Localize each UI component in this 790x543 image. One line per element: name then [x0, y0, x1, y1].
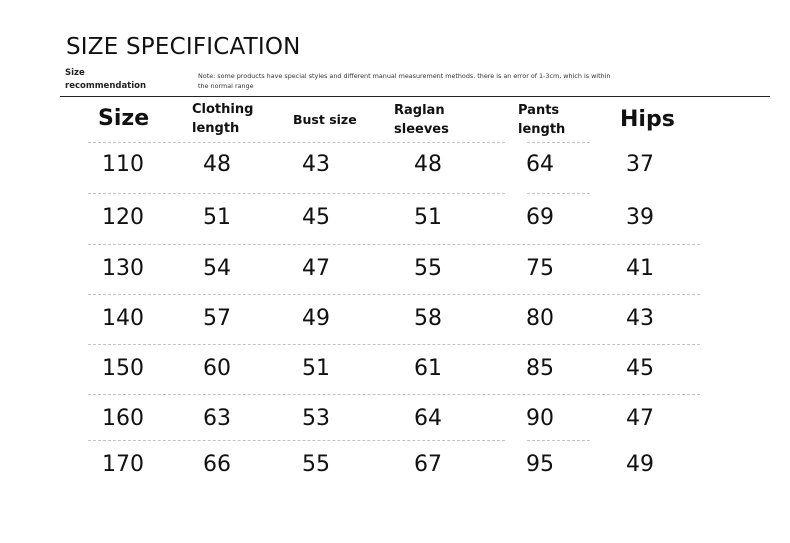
header-raglan-sleeves: Raglan sleeves — [394, 103, 449, 137]
cell-raglan-sleeves: 48 — [414, 152, 442, 177]
cell-pants-length: 69 — [526, 205, 554, 230]
header-clothing-length: Clothing length — [192, 102, 254, 136]
cell-bust-size: 53 — [302, 406, 330, 431]
page-title: SIZE SPECIFICATION — [66, 34, 301, 60]
row-divider — [527, 142, 590, 143]
cell-raglan-sleeves: 67 — [414, 452, 442, 477]
row-divider — [88, 344, 700, 345]
cell-pants-length: 90 — [526, 406, 554, 431]
row-divider — [527, 193, 590, 194]
cell-raglan-sleeves: 64 — [414, 406, 442, 431]
row-divider — [88, 244, 700, 245]
cell-size: 150 — [102, 356, 144, 381]
cell-pants-length: 75 — [526, 256, 554, 281]
cell-hips: 49 — [626, 452, 654, 477]
cell-size: 160 — [102, 406, 144, 431]
header-divider — [60, 96, 770, 97]
measurement-note: Note: some products have special styles and different manual measurement methods. there is an error of 1-3cm, which is within the normal range — [198, 72, 611, 90]
cell-hips: 39 — [626, 205, 654, 230]
cell-hips: 47 — [626, 406, 654, 431]
cell-clothing-length: 54 — [203, 256, 231, 281]
cell-raglan-sleeves: 51 — [414, 205, 442, 230]
cell-size: 120 — [102, 205, 144, 230]
cell-bust-size: 55 — [302, 452, 330, 477]
cell-size: 110 — [102, 152, 144, 177]
cell-bust-size: 49 — [302, 306, 330, 331]
cell-hips: 43 — [626, 306, 654, 331]
row-divider — [88, 394, 700, 395]
cell-bust-size: 43 — [302, 152, 330, 177]
row-divider — [88, 294, 700, 295]
header-size: Size — [98, 106, 150, 131]
cell-bust-size: 51 — [302, 356, 330, 381]
cell-pants-length: 80 — [526, 306, 554, 331]
header-hips: Hips — [620, 107, 675, 132]
cell-clothing-length: 60 — [203, 356, 231, 381]
cell-size: 130 — [102, 256, 144, 281]
cell-size: 170 — [102, 452, 144, 477]
cell-clothing-length: 48 — [203, 152, 231, 177]
cell-clothing-length: 63 — [203, 406, 231, 431]
row-divider — [88, 142, 505, 143]
row-divider — [88, 193, 505, 194]
cell-raglan-sleeves: 61 — [414, 356, 442, 381]
cell-clothing-length: 66 — [203, 452, 231, 477]
cell-bust-size: 47 — [302, 256, 330, 281]
cell-pants-length: 85 — [526, 356, 554, 381]
cell-raglan-sleeves: 58 — [414, 306, 442, 331]
cell-raglan-sleeves: 55 — [414, 256, 442, 281]
cell-clothing-length: 57 — [203, 306, 231, 331]
header-pants-length: Pants length — [518, 103, 566, 137]
size-recommendation-label: Size recommendation — [65, 68, 147, 91]
cell-clothing-length: 51 — [203, 205, 231, 230]
cell-bust-size: 45 — [302, 205, 330, 230]
cell-hips: 41 — [626, 256, 654, 281]
cell-pants-length: 64 — [526, 152, 554, 177]
cell-pants-length: 95 — [526, 452, 554, 477]
row-divider — [88, 440, 505, 441]
cell-hips: 45 — [626, 356, 654, 381]
cell-hips: 37 — [626, 152, 654, 177]
cell-size: 140 — [102, 306, 144, 331]
row-divider — [527, 440, 590, 441]
header-bust-size: Bust size — [293, 112, 357, 127]
